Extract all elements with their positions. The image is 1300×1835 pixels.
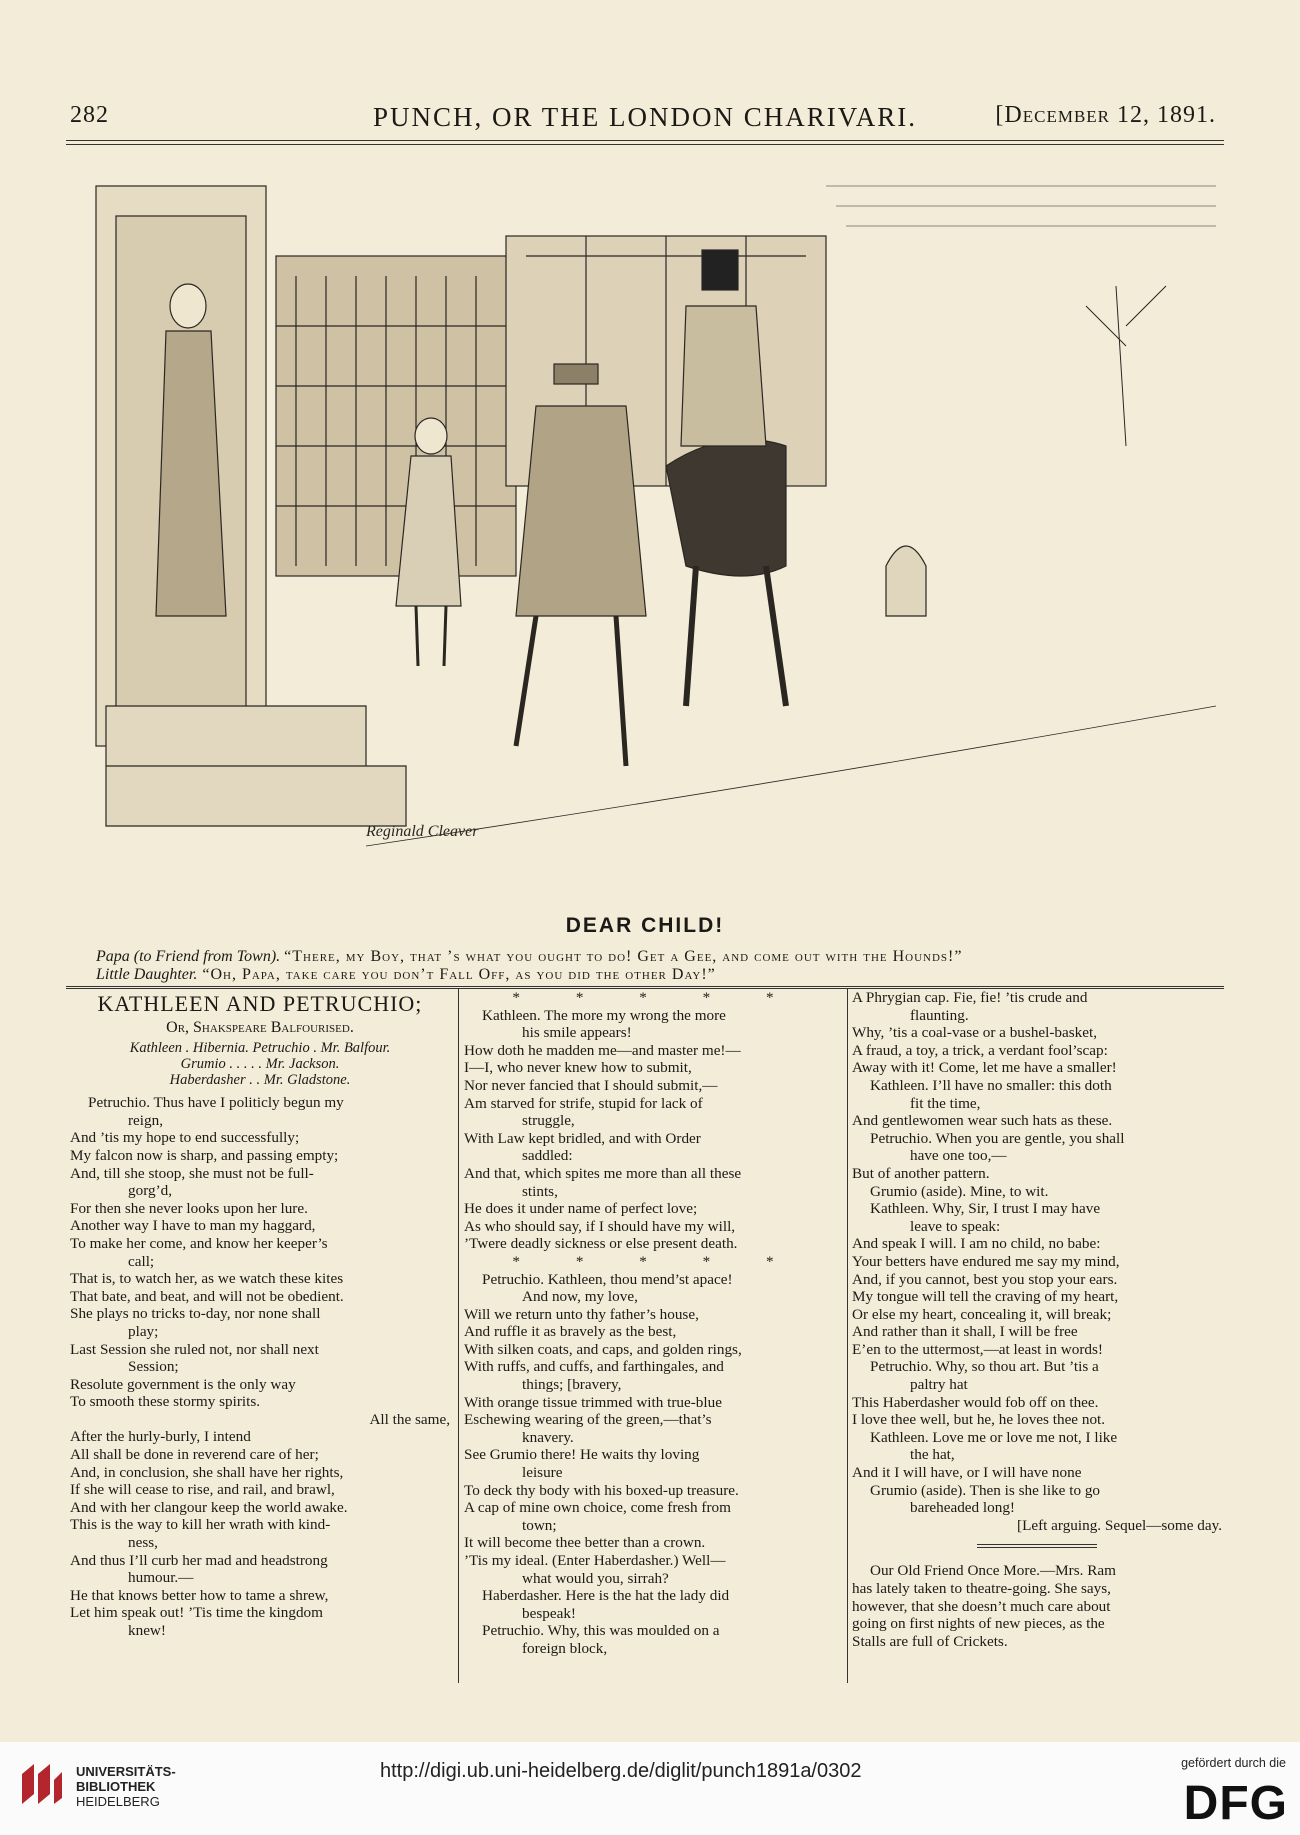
column-3-verse-line: And gentlewomen wear such hats as these. [852, 1112, 1113, 1130]
column-1-verse-line: To make her come, and know her keeper’s [70, 1234, 328, 1252]
column-1-verse-line: play; [128, 1322, 159, 1340]
column-3-verse-line: Away with it! Come, let me have a smaller! [852, 1059, 1117, 1077]
column-2-verse-line: ’Tis my ideal. (Enter Haberdasher.) Well— [464, 1552, 726, 1569]
caption-speaker-1: Papa (to Friend from Town). [96, 948, 281, 965]
note-line: going on first nights of new pieces, as the [852, 1615, 1105, 1633]
column-2-verse-line: With silken coats, and caps, and golden rings, [464, 1340, 742, 1358]
column-2-verse-line: Am starved for strife, stupid for lack of [464, 1094, 703, 1112]
column-2-verse-line: To deck thy body with his boxed-up treasure. [464, 1481, 739, 1499]
column-2-verse-line: It will become thee better than a crown. [464, 1534, 706, 1552]
column-1-verse-line: For then she never looks upon her lure. [70, 1199, 308, 1217]
column-1-verse-line: Last Session she ruled not, nor shall next [70, 1340, 319, 1358]
column-2-verse-line: ’Twere deadly sickness or else present death. [464, 1235, 738, 1253]
column-3-verse-line: the hat, [910, 1446, 955, 1464]
column-1-verse-line: reign, [128, 1111, 164, 1129]
note-paragraph [852, 1562, 1222, 1650]
column-3-verse-line: paltry hat [910, 1376, 968, 1394]
column-3-verse-line: bareheaded long! [910, 1499, 1015, 1517]
column-2-verse-line: And ruffle it as bravely as the best, [464, 1323, 677, 1341]
page [66, 94, 1224, 1682]
column-2-verse-line: town; [522, 1516, 557, 1534]
column-3-verse-line: flaunting. [910, 1006, 969, 1024]
column-3-verse-line: Your betters have endured me say my mind, [852, 1252, 1120, 1270]
column-2-verse-line: what would you, sirrah? [522, 1569, 669, 1587]
column-3-verse-line: Kathleen. Why, Sir, I trust I may have [870, 1200, 1101, 1218]
column-2-verse-line: And that, which spites me more than all these [464, 1164, 742, 1182]
column-3-verse-line: And speak I will. I am no child, no babe: [852, 1235, 1101, 1253]
note-line: Stalls are full of Crickets. [852, 1632, 1008, 1650]
column-2-verse-line: * * * * * [512, 1252, 800, 1270]
footer-bar [0, 1742, 1300, 1835]
column-3-verse [852, 989, 1222, 1534]
column-2-verse-line: foreign block, [522, 1639, 608, 1657]
column-2-verse-line: Kathleen. The more my wrong the more [482, 1006, 726, 1024]
column-2-verse-line: saddled: [522, 1147, 573, 1165]
column-1-verse-line: And thus I’ll curb her mad and headstrong [70, 1551, 328, 1569]
cartoon-drawing [66, 146, 1224, 986]
column-3-verse-line: Grumio (aside). Mine, to wit. [870, 1182, 1049, 1200]
column-3-verse-line: Why, ’tis a coal-vase or a bushel-basket, [852, 1024, 1098, 1042]
column-2-verse-line: knavery. [522, 1428, 574, 1446]
column-1-verse-line: That bate, and beat, and will not be obedient. [70, 1287, 344, 1305]
column-3-verse-line: fit the time, [910, 1094, 981, 1112]
column-3-verse-line: But of another pattern. [852, 1164, 990, 1182]
column-2-verse-line: * * * * * [512, 989, 800, 1006]
issue-date: [December 12, 1891. [995, 102, 1216, 128]
artist-signature: Reginald Cleaver [366, 823, 479, 840]
column-3-verse-line: Petruchio. When you are gentle, you shall [870, 1129, 1125, 1147]
column-1-verse-line: And with her clangour keep the world awake. [70, 1498, 348, 1516]
column-2-verse-line: his smile appears! [522, 1024, 632, 1042]
column-1-verse-line: Another way I have to man my haggard, [70, 1217, 316, 1235]
column-2-verse-line: And now, my love, [522, 1288, 638, 1306]
caption-line-1 [96, 948, 962, 966]
column-3-verse-line: [Left arguing. Sequel—some day. [1017, 1516, 1222, 1534]
note-line: however, that she doesn’t much care about [852, 1597, 1111, 1615]
column-3-verse-line: A fraud, a toy, a trick, a verdant fool’scap: [852, 1041, 1108, 1059]
column-1-verse-line: My falcon now is sharp, and passing empty; [70, 1146, 339, 1164]
caption-quote-2: “Oh, Papa, take care you don’t Fall Off, as you did the other Day!” [197, 966, 716, 983]
column-3-verse-line: And, if you cannot, best you stop your ears. [852, 1270, 1118, 1288]
library-name-line-2: BIBLIOTHEK [76, 1779, 156, 1794]
cast-entry: Kathleen . Hibernia. Petruchio . Mr. Balfour. [129, 1040, 391, 1057]
column-2-verse-line: With Law kept bridled, and with Order [464, 1129, 701, 1147]
column-1-verse-line: ness, [128, 1534, 158, 1552]
column-2-verse-line: How doth he madden me—and master me!— [464, 1041, 741, 1059]
column-3-verse-line: leave to speak: [910, 1217, 1001, 1235]
column-1-verse-line: gorg’d, [128, 1182, 173, 1200]
column-divider-1 [458, 989, 459, 1683]
column-1-verse-line: All shall be done in reverend care of her; [70, 1446, 319, 1464]
column-2-verse-line: See Grumio there! He waits thy loving [464, 1446, 700, 1464]
dfg-logo: DFG [1183, 1777, 1288, 1830]
cartoon-illustration [66, 146, 1224, 987]
column-divider-2 [847, 989, 848, 1683]
column-2-verse-line: I—I, who never knew how to submit, [464, 1059, 692, 1077]
column-2-verse-line: struggle, [522, 1112, 575, 1130]
library-name-line-1: UNIVERSITÄTS- [76, 1764, 176, 1779]
page-number: 282 [70, 102, 109, 128]
column-3-verse-line: I love thee well, but he, he loves thee not. [852, 1411, 1106, 1429]
column-1-verse-line: And, till she stoop, she must not be full- [70, 1164, 314, 1182]
library-name-line-3: HEIDELBERG [76, 1794, 160, 1809]
column-1-verse-line: She plays no tricks to-day, nor none shall [70, 1305, 321, 1323]
column-2-verse-line: Petruchio. Why, this was moulded on a [482, 1622, 720, 1640]
column-2-verse-line: leisure [522, 1464, 563, 1482]
column-2-verse-line: stints, [522, 1182, 558, 1200]
column-3-verse-line: Kathleen. Love me or love me not, I like [870, 1428, 1118, 1446]
column-3-verse-line: A Phrygian cap. Fie, fie! ’tis crude and [852, 989, 1088, 1006]
note-line: Our Old Friend Once More.—Mrs. Ram [870, 1562, 1116, 1580]
column-2-verse-line: A cap of mine own choice, come fresh from [464, 1499, 731, 1517]
column-2-verse-line: As who should say, if I should have my will, [464, 1217, 736, 1235]
column-1-verse-line: If she will cease to rise, and rail, and brawl, [70, 1481, 335, 1499]
column-2-verse-line: Eschewing wearing of the green,—that’s [464, 1411, 712, 1429]
caption-quote-1: “There, my Boy, that ’s what you ought to do! Get a Gee, and come out with the Hounds!” [284, 948, 963, 965]
column-3-verse-line: My tongue will tell the craving of my heart, [852, 1288, 1119, 1306]
column-3 [852, 989, 1222, 1683]
column-1-verse-line: humour.— [128, 1569, 194, 1587]
column-1-verse-line: Resolute government is the only way [70, 1375, 296, 1393]
column-3-verse-line: This Haberdasher would fob off on thee. [852, 1393, 1099, 1411]
cast-list [70, 1040, 450, 1094]
header-rule [66, 144, 1224, 145]
article-title: KATHLEEN AND PETRUCHIO; [97, 991, 423, 1016]
column-1-verse-line: call; [128, 1252, 155, 1270]
column-1-verse-line: He that knows better how to tame a shrew, [70, 1586, 329, 1604]
column-1-verse-line: And ’tis my hope to end successfully; [70, 1129, 300, 1147]
column-1-verse-line: knew! [128, 1622, 166, 1639]
column-1-verse [70, 1094, 450, 1639]
column-1-verse-line: All the same, [369, 1410, 450, 1428]
caption-speaker-2: Little Daughter. [96, 966, 198, 983]
permalink-url[interactable]: http://digi.ub.uni-heidelberg.de/diglit/punch1891a/0302 [380, 1760, 862, 1782]
column-2-verse-line: Petruchio. Kathleen, thou mend’st apace! [482, 1270, 733, 1288]
column-3-verse-line: E’en to the uttermost,—at least in words! [852, 1340, 1103, 1358]
page-header [66, 94, 1224, 141]
column-3-verse-line: And it I will have, or I will have none [852, 1464, 1082, 1482]
column-1-verse-line: And, in conclusion, she shall have her rights, [70, 1463, 344, 1481]
article-subtitle: Or, Shakspeare Balfourised. [166, 1018, 354, 1036]
column-1-verse-line: Petruchio. Thus have I politicly begun my [88, 1094, 344, 1112]
column-2-verse-line: With ruffs, and cuffs, and farthingales, and [464, 1358, 724, 1376]
column-3-verse-line: And rather than it shall, I will be free [852, 1323, 1078, 1341]
column-3-verse-line: Or else my heart, concealing it, will break; [852, 1305, 1112, 1323]
column-1 [70, 989, 450, 1683]
column-1-verse-line: To smooth these stormy spirits. [70, 1393, 261, 1411]
column-1-verse-line: This is the way to kill her wrath with kind- [70, 1516, 331, 1534]
cartoon-caption-title: DEAR CHILD! [565, 914, 725, 937]
section-divider [977, 1544, 1097, 1548]
column-1-verse-line: Session; [128, 1358, 179, 1376]
article-columns [66, 988, 1224, 1683]
column-2-verse-line: things; [bravery, [522, 1376, 622, 1394]
column-2-verse-line: Haberdasher. Here is the hat the lady did [482, 1587, 730, 1605]
library-name [76, 1764, 176, 1809]
column-3-verse-line: Petruchio. Why, so thou art. But ’tis a [870, 1358, 1099, 1376]
column-2-verse-line: bespeak! [522, 1604, 576, 1622]
column-2-verse-line: Nor never fancied that I should submit,— [464, 1076, 718, 1094]
column-2-verse-line: He does it under name of perfect love; [464, 1200, 698, 1218]
column-1-verse-line: Let him speak out! ’Tis time the kingdom [70, 1604, 323, 1622]
column-2-verse-line: With orange tissue trimmed with true-blue [464, 1393, 722, 1411]
column-3-verse-line: Kathleen. I’ll have no smaller: this doth [870, 1076, 1112, 1094]
note-line: has lately taken to theatre-going. She says, [852, 1580, 1111, 1597]
column-2 [464, 989, 848, 1683]
funded-by-text: gefördert durch die [1181, 1756, 1286, 1770]
column-1-verse-line: After the hurly-burly, I intend [70, 1428, 251, 1446]
column-2-verse [464, 989, 848, 1658]
cast-entry: Grumio . . . . . Mr. Jackson. [180, 1056, 340, 1073]
publication-title: PUNCH, OR THE LONDON CHARIVARI. [372, 102, 918, 132]
caption-line-2 [96, 966, 716, 984]
cast-entry: Haberdasher . . Mr. Gladstone. [169, 1072, 351, 1089]
column-3-verse-line: Grumio (aside). Then is she like to go [870, 1481, 1101, 1499]
column-2-verse-line: Will we return unto thy father’s house, [464, 1305, 699, 1323]
column-3-verse-line: have one too,— [910, 1147, 1007, 1165]
university-library-logo-icon [16, 1760, 66, 1810]
column-1-verse-line: That is, to watch her, as we watch these kites [70, 1270, 344, 1288]
